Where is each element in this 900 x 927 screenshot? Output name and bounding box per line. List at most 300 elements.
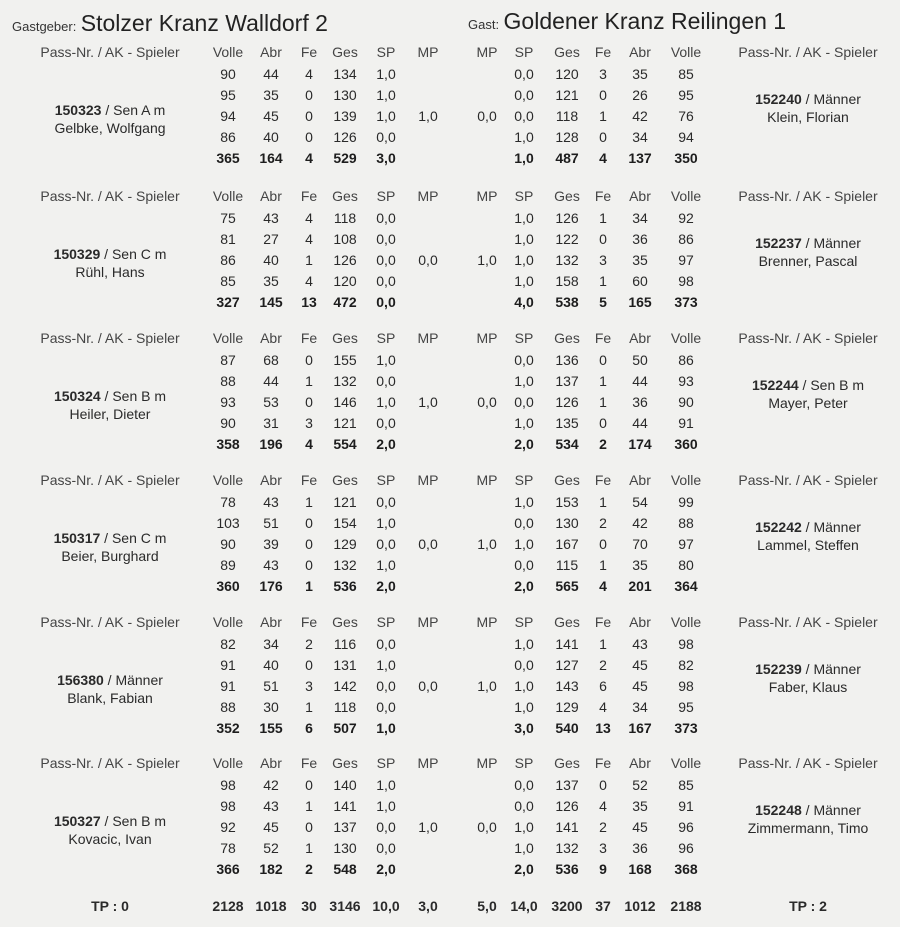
guest-col-header: SP — [514, 472, 534, 488]
guest-col-header: SP — [514, 188, 534, 204]
guest-col-header: Fe — [594, 472, 612, 488]
home-value-cell: 0,0 — [376, 252, 396, 268]
home-sum-cell: 1 — [305, 578, 313, 594]
guest-value-cell: 2 — [599, 657, 607, 673]
guest-value-cell: 82 — [678, 657, 694, 673]
guest-value-cell: 0,0 — [514, 798, 534, 814]
guest-player-pass-line — [718, 801, 898, 819]
home-col-header: Ges — [332, 44, 358, 60]
home-value-cell: 155 — [333, 352, 357, 368]
guest-player-age-class: / Sen B m — [798, 377, 865, 393]
guest-value-cell: 118 — [555, 108, 579, 124]
guest-value-cell: 0 — [599, 536, 607, 552]
guest-total-cell: 14,0 — [510, 898, 538, 914]
guest-value-cell: 115 — [555, 557, 579, 573]
home-value-cell: 0 — [305, 515, 313, 531]
guest-value-cell: 0,0 — [514, 657, 534, 673]
home-col-header: Ges — [332, 330, 358, 346]
home-sum-cell: 155 — [259, 720, 283, 736]
guest-total-cell: 2188 — [670, 898, 702, 914]
match-block — [0, 38, 900, 178]
match-block — [0, 608, 900, 748]
guest-col-header: Ges — [554, 614, 580, 630]
home-sum-cell: 2,0 — [376, 436, 396, 452]
home-col-header: SP — [376, 472, 396, 488]
home-sum-cell: 2 — [305, 861, 313, 877]
home-value-cell: 0,0 — [376, 536, 396, 552]
guest-value-cell: 95 — [678, 87, 694, 103]
home-col-header: Abr — [260, 755, 282, 771]
home-value-cell: 4 — [305, 66, 313, 82]
home-value-cell: 141 — [333, 798, 357, 814]
guest-mp-value: 1,0 — [477, 678, 497, 694]
home-sum-cell: 13 — [301, 294, 317, 310]
home-value-cell: 86 — [220, 129, 236, 145]
guest-col-header: Volle — [670, 472, 702, 488]
guest-sum-cell: 2,0 — [514, 861, 534, 877]
match-block — [0, 749, 900, 889]
guest-player-pass-line — [718, 518, 898, 536]
home-col-header: Fe — [300, 472, 318, 488]
guest-value-cell: 1,0 — [514, 494, 534, 510]
home-player-pass-line — [20, 812, 200, 830]
guest-mp-value: 1,0 — [477, 252, 497, 268]
guest-player-name: Klein, Florian — [767, 109, 849, 125]
guest-value-cell: 0 — [599, 231, 607, 247]
home-col-player-header: Pass-Nr. / AK - Spieler — [40, 755, 180, 771]
home-sum-cell: 196 — [259, 436, 283, 452]
home-value-cell: 42 — [263, 777, 279, 793]
guest-value-cell: 94 — [678, 129, 694, 145]
guest-value-cell: 98 — [678, 678, 694, 694]
home-value-cell: 126 — [333, 129, 357, 145]
guest-value-cell: 35 — [632, 557, 648, 573]
home-value-cell: 131 — [333, 657, 357, 673]
guest-value-cell: 99 — [678, 494, 694, 510]
guest-value-cell: 70 — [632, 536, 648, 552]
home-value-cell: 0,0 — [376, 231, 396, 247]
home-value-cell: 1,0 — [376, 657, 396, 673]
home-col-header: Volle — [212, 472, 244, 488]
guest-value-cell: 0 — [599, 415, 607, 431]
home-player-info — [20, 387, 200, 423]
home-col-header: SP — [376, 188, 396, 204]
home-player-info — [20, 812, 200, 848]
guest-player-age-class: / Männer — [801, 91, 861, 107]
home-player-pass-line — [20, 245, 200, 263]
guest-player-name: Brenner, Pascal — [758, 253, 858, 269]
guest-col-header: SP — [514, 755, 534, 771]
home-value-cell: 78 — [220, 840, 236, 856]
guest-value-cell: 129 — [555, 699, 579, 715]
guest-value-cell: 0,0 — [514, 777, 534, 793]
guest-col-header: MP — [476, 44, 498, 60]
home-player-age-class: / Sen C m — [100, 530, 167, 546]
guest-col-header: Volle — [670, 330, 702, 346]
home-value-cell: 0 — [305, 394, 313, 410]
guest-value-cell: 153 — [555, 494, 579, 510]
guest-value-cell: 1 — [599, 210, 607, 226]
guest-col-header: Ges — [554, 188, 580, 204]
guest-player-pass-line — [718, 660, 898, 678]
home-value-cell: 108 — [333, 231, 357, 247]
guest-value-cell: 2 — [599, 819, 607, 835]
home-value-cell: 3 — [305, 415, 313, 431]
match-block — [0, 466, 900, 606]
home-total-cell: 3146 — [329, 898, 361, 914]
home-col-player-header: Pass-Nr. / AK - Spieler — [40, 188, 180, 204]
home-value-cell: 134 — [333, 66, 357, 82]
home-value-cell: 45 — [263, 819, 279, 835]
guest-player-age-class: / Männer — [801, 235, 861, 251]
guest-player-age-class: / Männer — [801, 519, 861, 535]
guest-value-cell: 2 — [599, 515, 607, 531]
home-col-header: Ges — [332, 472, 358, 488]
totals-row — [0, 898, 900, 920]
guest-col-header: Fe — [594, 330, 612, 346]
guest-value-cell: 1,0 — [514, 699, 534, 715]
home-value-cell: 0 — [305, 129, 313, 145]
guest-value-cell: 126 — [555, 210, 579, 226]
home-player-pass-line — [20, 671, 200, 689]
home-value-cell: 1 — [305, 252, 313, 268]
home-value-cell: 0,0 — [376, 373, 396, 389]
home-col-header: MP — [417, 330, 439, 346]
guest-value-cell: 35 — [632, 66, 648, 82]
home-value-cell: 130 — [333, 840, 357, 856]
home-value-cell: 4 — [305, 273, 313, 289]
home-value-cell: 1 — [305, 699, 313, 715]
home-value-cell: 129 — [333, 536, 357, 552]
guest-col-header: Abr — [629, 330, 651, 346]
guest-value-cell: 85 — [678, 777, 694, 793]
home-value-cell: 0 — [305, 87, 313, 103]
guest-sum-cell: 168 — [628, 861, 652, 877]
home-col-header: Fe — [300, 330, 318, 346]
home-value-cell: 0 — [305, 657, 313, 673]
home-sum-cell: 182 — [259, 861, 283, 877]
guest-value-cell: 0,0 — [514, 66, 534, 82]
guest-mp-value: 1,0 — [477, 536, 497, 552]
guest-value-cell: 6 — [599, 678, 607, 694]
home-player-name: Kovacic, Ivan — [68, 831, 152, 847]
guest-sum-cell: 536 — [555, 861, 579, 877]
sheet-header — [0, 6, 900, 36]
guest-sum-cell: 9 — [599, 861, 607, 877]
guest-player-name: Zimmermann, Timo — [747, 820, 869, 836]
guest-sum-cell: 1,0 — [514, 150, 534, 166]
guest-value-cell: 0 — [599, 129, 607, 145]
guest-value-cell: 3 — [599, 840, 607, 856]
guest-value-cell: 60 — [632, 273, 648, 289]
guest-value-cell: 44 — [632, 373, 648, 389]
guest-value-cell: 26 — [632, 87, 648, 103]
guest-col-player-header: Pass-Nr. / AK - Spieler — [738, 330, 878, 346]
home-value-cell: 132 — [333, 373, 357, 389]
guest-value-cell: 126 — [555, 394, 579, 410]
match-block — [0, 324, 900, 464]
home-value-cell: 1,0 — [376, 87, 396, 103]
home-value-cell: 43 — [263, 494, 279, 510]
guest-value-cell: 1 — [599, 394, 607, 410]
guest-value-cell: 4 — [599, 699, 607, 715]
guest-col-header: Fe — [594, 614, 612, 630]
guest-sum-cell: 137 — [628, 150, 652, 166]
guest-sum-cell: 2,0 — [514, 578, 534, 594]
guest-sum-cell: 373 — [674, 720, 698, 736]
home-sum-cell: 1,0 — [376, 720, 396, 736]
home-value-cell: 34 — [263, 636, 279, 652]
home-sum-cell: 164 — [259, 150, 283, 166]
home-sum-cell: 365 — [216, 150, 240, 166]
home-value-cell: 43 — [263, 798, 279, 814]
home-player-name: Heiler, Dieter — [69, 406, 151, 422]
guest-col-header: MP — [476, 614, 498, 630]
home-col-player-header: Pass-Nr. / AK - Spieler — [40, 614, 180, 630]
guest-player-pass-number: 152240 — [755, 91, 802, 107]
guest-value-cell: 80 — [678, 557, 694, 573]
guest-value-cell: 0,0 — [514, 394, 534, 410]
guest-col-header: Ges — [554, 44, 580, 60]
home-sum-cell: 360 — [216, 578, 240, 594]
guest-value-cell: 98 — [678, 273, 694, 289]
home-player-name: Gelbke, Wolfgang — [54, 120, 166, 136]
guest-prefix: Gast: — [468, 17, 500, 32]
home-col-header: Abr — [260, 188, 282, 204]
guest-sum-cell: 364 — [674, 578, 698, 594]
guest-value-cell: 130 — [555, 515, 579, 531]
guest-col-header: Abr — [629, 755, 651, 771]
guest-sum-cell: 2 — [599, 436, 607, 452]
home-value-cell: 121 — [333, 494, 357, 510]
home-value-cell: 40 — [263, 657, 279, 673]
home-player-pass-number: 150323 — [54, 102, 102, 118]
home-sum-cell: 327 — [216, 294, 240, 310]
guest-value-cell: 1,0 — [514, 536, 534, 552]
home-player-info — [20, 101, 200, 137]
guest-sum-cell: 167 — [628, 720, 652, 736]
home-value-cell: 27 — [263, 231, 279, 247]
guest-value-cell: 0 — [599, 352, 607, 368]
guest-player-pass-number: 152237 — [755, 235, 802, 251]
guest-value-cell: 34 — [632, 699, 648, 715]
home-mp-value: 1,0 — [418, 108, 438, 124]
guest-col-header: SP — [514, 44, 534, 60]
guest-value-cell: 36 — [632, 394, 648, 410]
home-value-cell: 0 — [305, 108, 313, 124]
guest-value-cell: 45 — [632, 678, 648, 694]
home-team-name: Stolzer Kranz Walldorf 2 — [80, 10, 328, 36]
home-value-cell: 137 — [333, 819, 357, 835]
guest-value-cell: 132 — [555, 840, 579, 856]
guest-value-cell: 36 — [632, 840, 648, 856]
guest-player-pass-line — [718, 376, 898, 394]
home-value-cell: 4 — [305, 231, 313, 247]
guest-col-header: Abr — [629, 188, 651, 204]
home-sum-cell: 352 — [216, 720, 240, 736]
guest-value-cell: 1,0 — [514, 415, 534, 431]
guest-sum-cell: 360 — [674, 436, 698, 452]
home-value-cell: 81 — [220, 231, 236, 247]
guest-team-points: TP : 2 — [789, 898, 827, 914]
guest-player-info — [718, 234, 898, 270]
home-col-header: Abr — [260, 614, 282, 630]
home-team-heading — [12, 10, 328, 37]
home-value-cell: 139 — [333, 108, 357, 124]
home-player-age-class: / Sen B m — [100, 813, 167, 829]
guest-value-cell: 1,0 — [514, 129, 534, 145]
guest-player-info — [718, 660, 898, 696]
guest-col-header: Volle — [670, 44, 702, 60]
home-value-cell: 1,0 — [376, 108, 396, 124]
home-value-cell: 130 — [333, 87, 357, 103]
guest-total-cell: 1012 — [624, 898, 656, 914]
guest-player-pass-number: 152244 — [751, 377, 799, 393]
home-mp-value: 1,0 — [418, 394, 438, 410]
home-value-cell: 88 — [220, 699, 236, 715]
home-value-cell: 44 — [263, 373, 279, 389]
home-player-age-class: / Männer — [103, 672, 163, 688]
home-value-cell: 126 — [333, 252, 357, 268]
home-sum-cell: 554 — [333, 436, 357, 452]
guest-sum-cell: 4 — [599, 150, 607, 166]
home-prefix: Gastgeber: — [12, 19, 77, 34]
guest-value-cell: 137 — [555, 373, 579, 389]
guest-value-cell: 86 — [678, 352, 694, 368]
guest-value-cell: 85 — [678, 66, 694, 82]
home-col-header: MP — [417, 755, 439, 771]
guest-col-header: Fe — [594, 755, 612, 771]
guest-value-cell: 50 — [632, 352, 648, 368]
guest-value-cell: 86 — [678, 231, 694, 247]
home-value-cell: 0,0 — [376, 494, 396, 510]
home-value-cell: 1,0 — [376, 352, 396, 368]
guest-col-header: Ges — [554, 330, 580, 346]
guest-value-cell: 76 — [678, 108, 694, 124]
home-value-cell: 39 — [263, 536, 279, 552]
home-value-cell: 88 — [220, 373, 236, 389]
guest-value-cell: 122 — [555, 231, 579, 247]
guest-value-cell: 0,0 — [514, 557, 534, 573]
home-sum-cell: 6 — [305, 720, 313, 736]
home-col-header: SP — [376, 614, 396, 630]
guest-col-header: Volle — [670, 614, 702, 630]
guest-sum-cell: 165 — [628, 294, 652, 310]
guest-sum-cell: 487 — [555, 150, 579, 166]
home-col-header: Volle — [212, 755, 244, 771]
guest-player-info — [718, 376, 898, 412]
home-sum-cell: 176 — [259, 578, 283, 594]
home-value-cell: 40 — [263, 252, 279, 268]
guest-col-header: Abr — [629, 614, 651, 630]
guest-player-info — [718, 801, 898, 837]
home-value-cell: 1,0 — [376, 394, 396, 410]
guest-team-name: Goldener Kranz Reilingen 1 — [503, 8, 787, 34]
guest-player-name: Mayer, Peter — [768, 395, 848, 411]
guest-player-pass-number: 152242 — [755, 519, 802, 535]
home-col-header: Volle — [212, 614, 244, 630]
guest-player-info — [718, 90, 898, 126]
home-player-age-class: / Sen A m — [101, 102, 166, 118]
guest-col-header: MP — [476, 472, 498, 488]
guest-value-cell: 167 — [555, 536, 579, 552]
home-col-header: MP — [417, 188, 439, 204]
home-player-age-class: / Sen B m — [100, 388, 167, 404]
guest-sum-cell: 368 — [674, 861, 698, 877]
home-value-cell: 0,0 — [376, 840, 396, 856]
home-value-cell: 0,0 — [376, 699, 396, 715]
guest-col-header: Abr — [629, 44, 651, 60]
home-col-header: Fe — [300, 44, 318, 60]
home-value-cell: 91 — [220, 678, 236, 694]
guest-sum-cell: 534 — [555, 436, 579, 452]
match-block — [0, 182, 900, 322]
home-team-points: TP : 0 — [91, 898, 129, 914]
home-total-cell: 2128 — [212, 898, 244, 914]
home-player-pass-line — [20, 387, 200, 405]
guest-player-pass-number: 152248 — [755, 802, 802, 818]
home-player-name: Rühl, Hans — [75, 264, 145, 280]
home-value-cell: 35 — [263, 87, 279, 103]
home-col-header: Abr — [260, 44, 282, 60]
home-value-cell: 68 — [263, 352, 279, 368]
home-value-cell: 35 — [263, 273, 279, 289]
guest-value-cell: 136 — [555, 352, 579, 368]
guest-player-pass-line — [718, 90, 898, 108]
home-sum-cell: 507 — [333, 720, 357, 736]
home-total-cell: 10,0 — [372, 898, 400, 914]
guest-sum-cell: 4,0 — [514, 294, 534, 310]
home-value-cell: 43 — [263, 210, 279, 226]
guest-player-pass-number: 152239 — [755, 661, 802, 677]
guest-col-header: SP — [514, 330, 534, 346]
guest-value-cell: 1,0 — [514, 252, 534, 268]
guest-sum-cell: 13 — [595, 720, 611, 736]
guest-player-info — [718, 518, 898, 554]
home-value-cell: 2 — [305, 636, 313, 652]
home-player-pass-number: 150327 — [53, 813, 101, 829]
home-value-cell: 1 — [305, 373, 313, 389]
guest-value-cell: 34 — [632, 210, 648, 226]
guest-value-cell: 0,0 — [514, 515, 534, 531]
home-value-cell: 0 — [305, 819, 313, 835]
home-mp-value: 0,0 — [418, 678, 438, 694]
home-sum-cell: 145 — [259, 294, 283, 310]
home-value-cell: 44 — [263, 66, 279, 82]
home-value-cell: 154 — [333, 515, 357, 531]
guest-value-cell: 1,0 — [514, 636, 534, 652]
home-value-cell: 78 — [220, 494, 236, 510]
guest-value-cell: 0,0 — [514, 352, 534, 368]
guest-value-cell: 120 — [555, 66, 579, 82]
guest-value-cell: 137 — [555, 777, 579, 793]
home-value-cell: 90 — [220, 415, 236, 431]
home-sum-cell: 529 — [333, 150, 357, 166]
guest-value-cell: 135 — [555, 415, 579, 431]
home-col-header: Fe — [300, 614, 318, 630]
guest-value-cell: 90 — [678, 394, 694, 410]
home-value-cell: 4 — [305, 210, 313, 226]
home-player-name: Blank, Fabian — [67, 690, 153, 706]
home-col-header: Ges — [332, 188, 358, 204]
guest-value-cell: 93 — [678, 373, 694, 389]
guest-value-cell: 92 — [678, 210, 694, 226]
guest-col-header: Fe — [594, 188, 612, 204]
guest-value-cell: 1,0 — [514, 678, 534, 694]
home-value-cell: 0 — [305, 352, 313, 368]
guest-col-header: MP — [476, 755, 498, 771]
home-value-cell: 116 — [333, 636, 357, 652]
